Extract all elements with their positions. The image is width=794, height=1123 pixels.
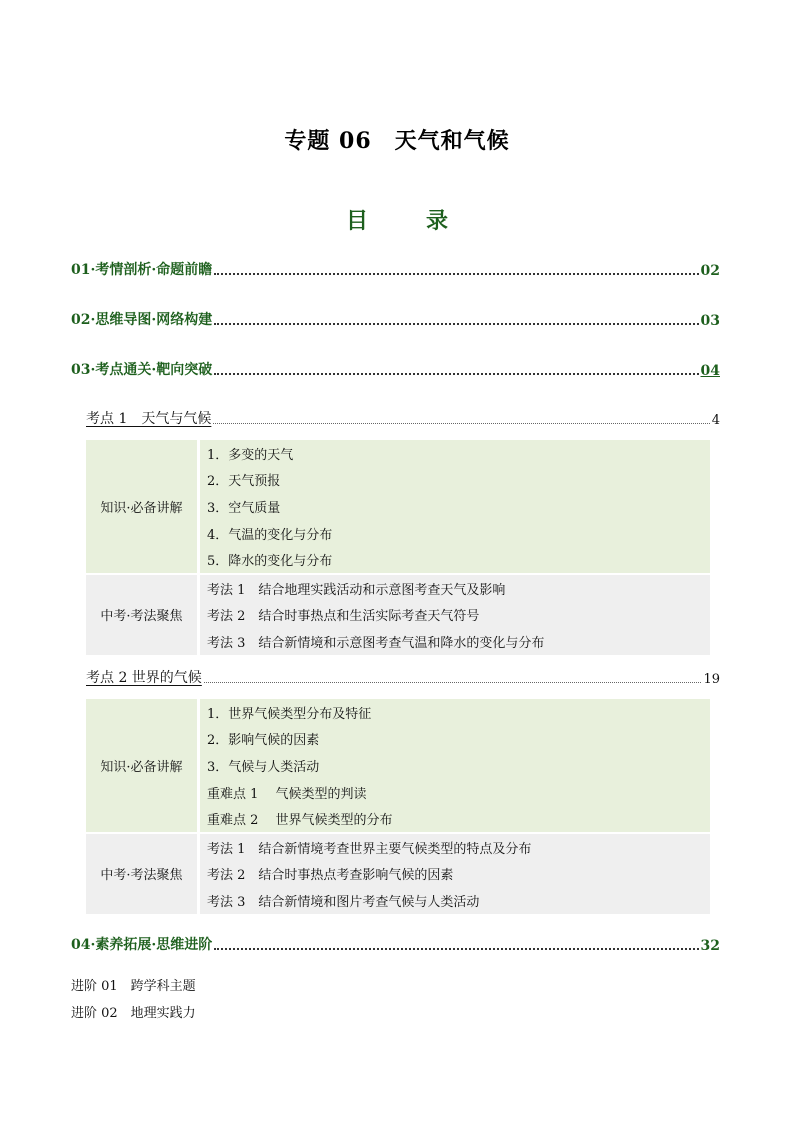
knowledge-item[interactable]: 1．多变的天气	[207, 447, 294, 463]
kaodian-page: 19	[703, 672, 720, 687]
kaodian-page: 4	[711, 413, 720, 428]
knowledge-block-2	[86, 699, 710, 832]
advanced-item-1[interactable]: 进阶 01 跨学科主题	[71, 979, 196, 994]
exam-item[interactable]: 考法 2 结合时事热点和生活实际考查天气符号	[207, 609, 480, 625]
knowledge-item[interactable]: 3．气候与人类活动	[207, 759, 320, 775]
leader-dots	[214, 323, 698, 325]
kaodian-entry-2[interactable]	[86, 667, 720, 687]
exam-head: 中考·考法聚焦	[86, 834, 197, 914]
knowledge-item[interactable]: 2．天气预报	[207, 474, 281, 490]
leader-dots	[214, 273, 698, 275]
kaodian-label: 考点 2 世界的气候	[86, 670, 202, 686]
page-title: 专题 06 天气和气候	[284, 128, 510, 154]
exam-block-1	[86, 575, 710, 655]
leader-dots	[213, 423, 709, 424]
knowledge-item[interactable]: 2．影响气候的因素	[207, 733, 320, 749]
exam-list	[200, 834, 710, 914]
toc-entry-label: 03·考点通关·靶向突破	[71, 362, 213, 378]
knowledge-head: 知识·必备讲解	[86, 699, 197, 832]
exam-item[interactable]: 考法 3 结合新情境和示意图考查气温和降水的变化与分布	[207, 635, 545, 651]
toc-entry-03[interactable]	[71, 359, 720, 379]
knowledge-list	[200, 699, 710, 832]
kaodian-label: 考点 1 天气与气候	[86, 411, 212, 427]
exam-item[interactable]: 考法 1 结合地理实践活动和示意图考查天气及影响	[207, 582, 506, 598]
toc-entry-01[interactable]	[71, 259, 720, 279]
knowledge-head: 知识·必备讲解	[86, 440, 197, 573]
knowledge-item[interactable]: 1．世界气候类型分布及特征	[207, 706, 372, 722]
toc-entry-page: 02	[700, 263, 720, 279]
kaodian-entry-1[interactable]	[86, 408, 720, 428]
toc-entry-label: 02·思维导图·网络构建	[71, 312, 213, 328]
advanced-item-2[interactable]: 进阶 02 地理实践力	[71, 1006, 196, 1021]
toc-entry-page: 03	[700, 313, 720, 329]
knowledge-block-1	[86, 440, 710, 573]
toc-heading: 目 录	[345, 208, 466, 234]
knowledge-item[interactable]: 5．降水的变化与分布	[207, 554, 333, 570]
toc-entry-label: 01·考情剖析·命题前瞻	[71, 262, 213, 278]
exam-head: 中考·考法聚焦	[86, 575, 197, 655]
toc-entry-label: 04·素养拓展·思维进阶	[71, 937, 213, 953]
knowledge-item[interactable]: 4．气温的变化与分布	[207, 527, 333, 543]
exam-item[interactable]: 考法 1 结合新情境考查世界主要气候类型的特点及分布	[207, 841, 532, 857]
leader-dots	[204, 682, 702, 683]
knowledge-item[interactable]: 重难点 2 世界气候类型的分布	[207, 813, 393, 829]
exam-block-2	[86, 834, 710, 914]
toc-entry-04[interactable]	[71, 934, 720, 954]
exam-item[interactable]: 考法 2 结合时事热点考查影响气候的因素	[207, 868, 454, 884]
leader-dots	[214, 948, 698, 950]
knowledge-item[interactable]: 重难点 1 气候类型的判读	[207, 786, 367, 802]
leader-dots	[214, 373, 698, 375]
toc-entry-page: 32	[700, 938, 720, 954]
exam-item[interactable]: 考法 3 结合新情境和图片考查气候与人类活动	[207, 894, 480, 910]
exam-list	[200, 575, 710, 655]
toc-entry-page: 04	[700, 363, 720, 379]
knowledge-list	[200, 440, 710, 573]
toc-entry-02[interactable]	[71, 309, 720, 329]
knowledge-item[interactable]: 3．空气质量	[207, 500, 281, 516]
